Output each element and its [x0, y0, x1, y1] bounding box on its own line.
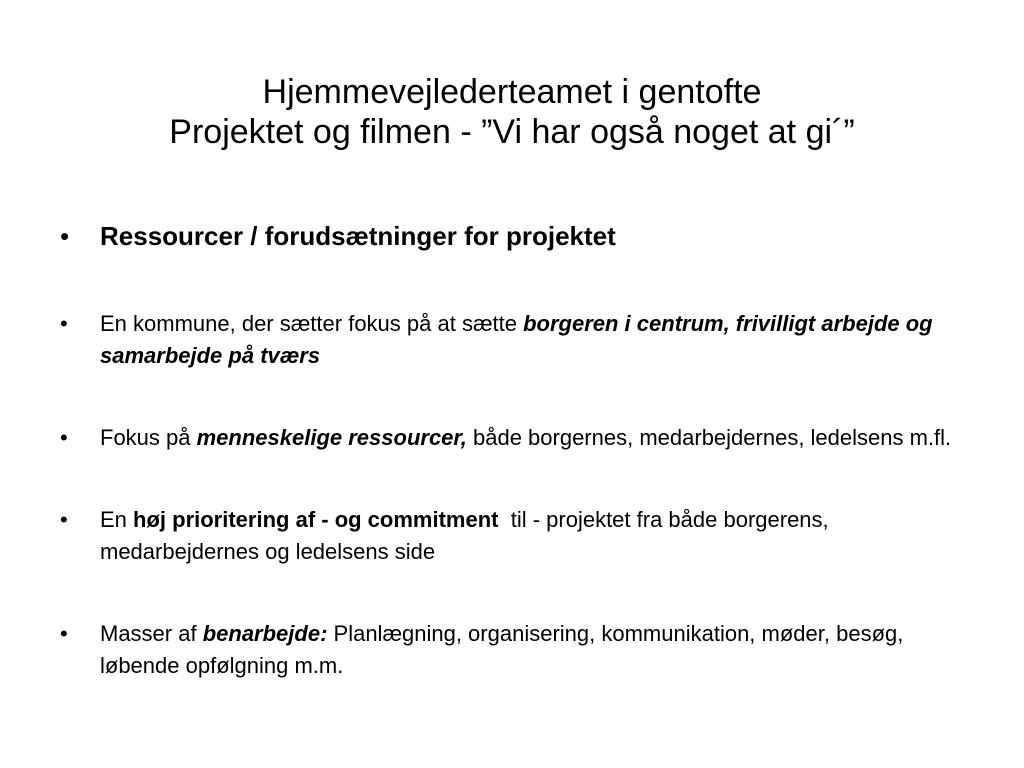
slide-title — [0, 72, 1024, 152]
bullet-dot: • — [60, 311, 68, 336]
bullet-text-rest: Planlægning, organisering, kommunikation, møder, besøg, løbende opfølgning m.m. — [100, 621, 904, 678]
bullet-text-rest: til - projektet fra både borgerens, medarbejdernes og ledelsens side — [100, 507, 835, 564]
bullet-list — [60, 218, 960, 682]
title-line-2: Projektet og filmen - ”Vi har også noget at gi´” — [169, 113, 855, 151]
bullet-text: Masser af — [100, 621, 203, 646]
bullet-item-focus — [60, 422, 960, 454]
bullet-dot: • — [60, 621, 68, 646]
bullet-text-rest: både borgernes, medarbejdernes, ledelsens m.fl. — [466, 425, 952, 450]
bullet-text: Fokus på — [100, 425, 197, 450]
bullet-dot: • — [60, 507, 68, 532]
bullet-emphasis: borgeren i centrum, frivilligt arbejde og samarbejde på tværs — [100, 311, 933, 368]
bullet-item-priority — [60, 504, 960, 568]
bullet-text: En — [100, 507, 134, 532]
bullet-heading: Ressourcer / forudsætninger for projektet — [100, 221, 616, 251]
bullet-dot: • — [60, 425, 68, 450]
bullet-item-resources — [60, 218, 960, 254]
bullet-text: En kommune, der sætter fokus på at sætte — [100, 311, 524, 336]
bullet-dot: • — [60, 221, 70, 251]
bullet-item-legwork — [60, 618, 960, 682]
bullet-emphasis: høj prioritering af - og commitment — [133, 507, 499, 532]
bullet-emphasis: benarbejde: — [202, 621, 328, 646]
bullet-item-municipality — [60, 308, 960, 372]
bullet-emphasis: menneskelige ressourcer, — [196, 425, 467, 450]
title-line-1: Hjemmevejlederteamet i gentofte — [262, 73, 762, 111]
